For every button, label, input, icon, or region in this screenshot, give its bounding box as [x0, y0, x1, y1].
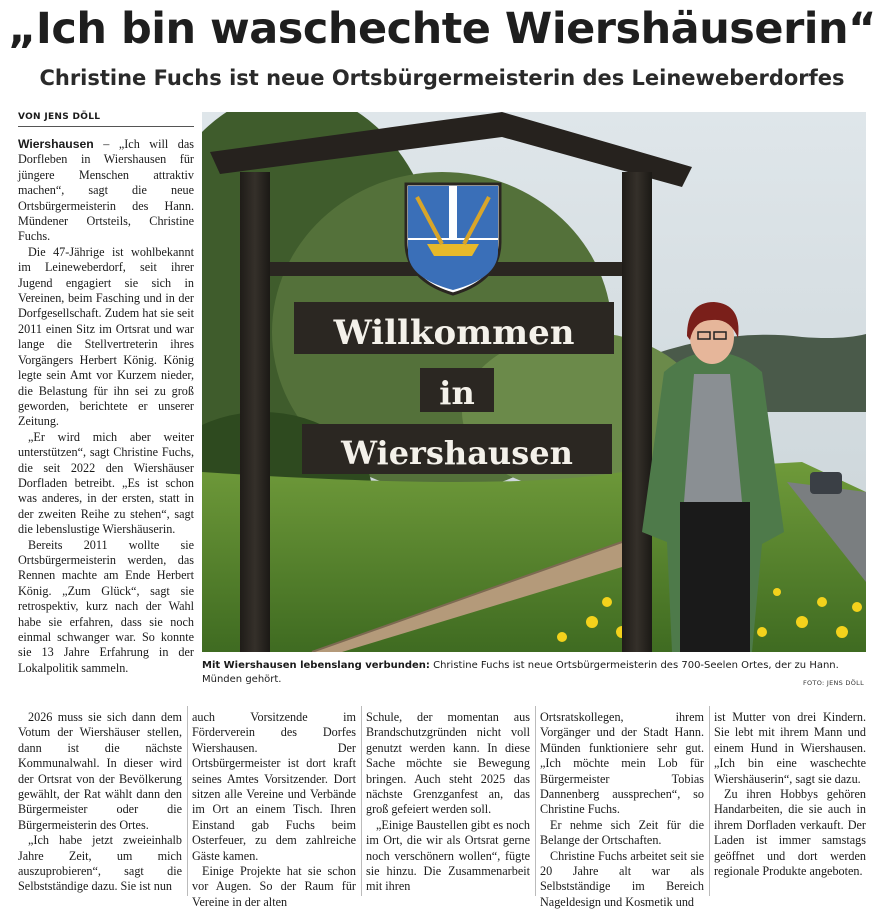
paragraph: Ortsratskollegen, ihrem Vorgänger und der Stadt Hann. Münden funktioniere sehr gut. „Ich möchte mein Lob für Bürgermeister Tobias Dannenberg aussprechen“, so Christine Fuchs.	[540, 710, 704, 817]
paragraph: Zu ihren Hobbys gehören Handarbeiten, die sie auch in ihrem Dorfladen verkauft. Der Laden ist immer samstags geöffnet und dort werden regionale Produkte angeboten.	[714, 787, 866, 879]
paragraph: ist Mutter von drei Kindern. Sie lebt mit ihrem Mann und einem Hund in Wiershausen. „Ich bin eine waschechte Wiershäuserin“, sagt sie dazu.	[714, 710, 866, 786]
paragraph: „Ich habe jetzt zweieinhalb Jahre Zeit, um mich auszuprobieren“, sagt die Selbstständige dazu. Sie ist nun	[18, 833, 182, 894]
paragraph: Die 47-Jährige ist wohlbekannt im Leineweberdorf, seit ihrer Jugend engagiert sie sich in Vereinen, beim Fasching und in der Dorfgesellschaft. Zudem hat sie seit 2011 einen Sitz im Ortsrat und war lange die Stellvertreterin ihres Vorgängers Herbert König. König legte sein Amt vor Kurzem nieder, die Belastung für ihn sei zu groß geworden, berichtete er unserer Zeitung.	[18, 244, 194, 429]
article-column-3	[192, 710, 356, 910]
paragraph: auch Vorsitzende im Förderverein des Dorfes Wiershausen. Der Ortsbürgermeister ist dort kraft seines Amtes Vorsitzender. Dort sitzen alle Vereine und Verbände im Ort an einem Tisch. Ihren Einstand gab Fuchs beim Osterfeuer, zu dem zahlreiche Gäste kamen.	[192, 710, 356, 863]
sign-text-1: Willkommen	[333, 313, 575, 353]
column-rule	[709, 706, 710, 896]
article-column-6	[714, 710, 866, 879]
paragraph-text: – „Ich will das Dorfleben in Wiershausen für jüngere Menschen attraktiv machen“, sagt die neue Ortsbürgermeisterin des Hann. Mündener Ortsteils, Christine Fuchs.	[18, 137, 194, 244]
headline: „Ich bin waschechte Wiershäuserin“	[8, 4, 876, 54]
column-rule	[187, 706, 188, 896]
photo-caption	[202, 659, 866, 686]
photo-credit: FOTO: JENS DÖLL	[802, 679, 864, 687]
article-column-4	[366, 710, 530, 895]
photo-illustration	[202, 112, 866, 652]
sign-text-2: in	[439, 374, 475, 412]
paragraph: Schule, der momentan aus Brandschutzgründen nicht voll genutzt werden kann. In diese Sache möchte sie Bewegung bringen. Auch steht 2025 das nächste Grenzganfest an, das groß gefeiert werden soll.	[366, 710, 530, 817]
column-rule	[535, 706, 536, 896]
paragraph: Christine Fuchs arbeitet seit sie 20 Jahre alt war als Selbstständige im Bereich Nageldesign und Kosmetik und	[540, 848, 704, 909]
byline-rule	[18, 126, 194, 127]
byline: VON JENS DÖLL	[18, 112, 101, 122]
column-rule	[361, 706, 362, 896]
article-photo	[202, 112, 866, 652]
paragraph: Einige Projekte hat sie schon vor Augen. So der Raum für Vereine in der alten	[192, 864, 356, 909]
paragraph: „Er wird mich aber weiter unterstützen“, sagt Christine Fuchs, die seit 2022 den Wiershäuser Dorfladen betreibt. „Es ist schon was anderes, in der ersten, statt in der zweiten Reihe zu stehen“, sagt die lebenslustige Wiershäuserin.	[18, 429, 194, 537]
caption-lead: Mit Wiershausen lebenslang verbunden:	[202, 660, 430, 671]
paragraph: Er nehme sich Zeit für die Belange der Ortschaften.	[540, 817, 704, 848]
paragraph: 2026 muss sie sich dann dem Votum der Wiershäuser stellen, dann ist die nächste Kommunalwahl. In dieser wird der Ortsrat von der Bevölkerung gewählt, der Rat wählt dann den Bürgermeister oder die Bürgermeisterin des Ortes.	[18, 710, 182, 832]
paragraph: „Einige Baustellen gibt es noch im Ort, die wir als Ortsrat gerne noch verschönern wollen“, fügte sie hinzu. Die Zusammenarbeit mit ihren	[366, 817, 530, 894]
sign-text-3: Wiershausen	[341, 434, 573, 472]
paragraph: Bereits 2011 wollte sie Ortsbürgermeisterin werden, das Rennen machte am Ende Herbert König. „Zum Glück“, sagt sie retrospektiv, kurz nach der Wahl habe sie erfahren, dass sie noch einmal schwanger war. So konnte sie 13 Jahre Erfahrung in der Lokalpolitik sammeln.	[18, 537, 194, 675]
dateline: Wiershausen	[18, 137, 94, 151]
article-column-5	[540, 710, 704, 910]
subheadline: Christine Fuchs ist neue Ortsbürgermeisterin des Leineweberdorfes	[39, 66, 845, 90]
caption-text: Christine Fuchs ist neue Ortsbürgermeisterin des 700-Seelen Ortes, der zu Hann. Münden gehört.	[202, 660, 839, 685]
article-column-2	[18, 710, 182, 895]
article-column-1	[18, 137, 194, 676]
paragraph	[18, 137, 194, 245]
